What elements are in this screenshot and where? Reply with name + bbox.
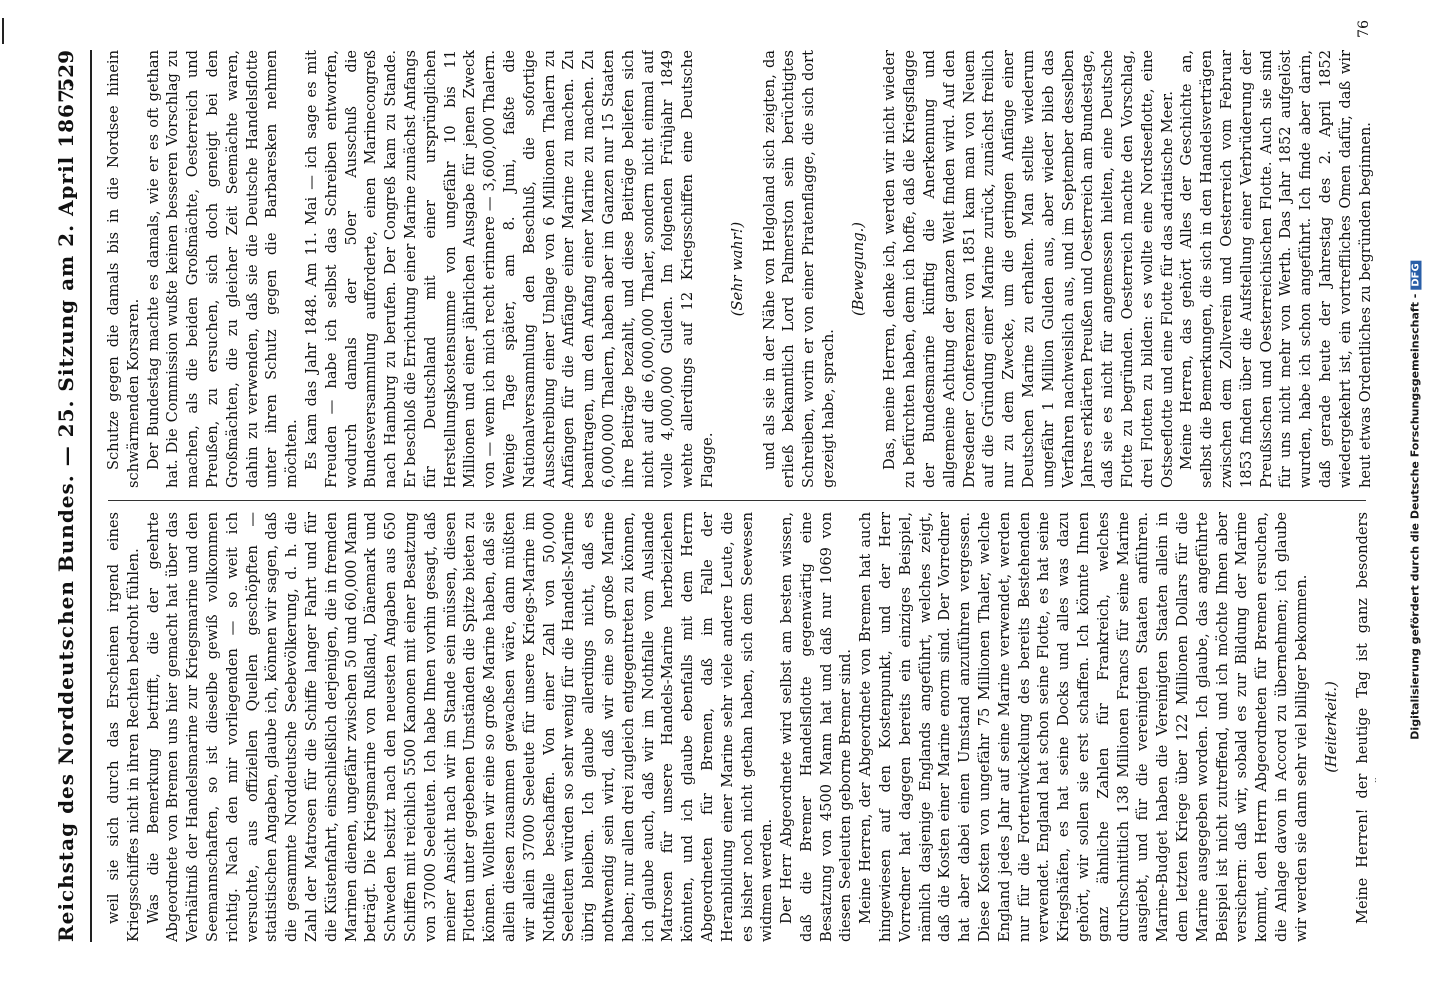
paragraph: weil sie sich durch das Erscheinen irgend eines Kriegsschiffes nicht in ihren Rechten bedroht fühlen. xyxy=(105,512,142,942)
left-column xyxy=(104,512,1376,942)
paragraph: Meine Herren, das gehört Alles der Geschichte an, selbst die Bemerkungen, die sich in den Handelsverträgen zwischen dem Zollverein und Oesterreich vom Februar 1853 finden über die Aufstellung einer Verbrüderung der Preußischen und Oesterreichischen Flotte. Auch sie sind für uns nicht mehr von Werth. Das Jahr 1852 aufgelöst wurden, habe ich schon angeführt. Ich finde aber darin, daß gerade heute der Jahrestag des 2. April 1852 wiedergekehrt ist, ein vortreffliches Omen dafür, daß wir heut etwas Ordentliches zu begründen beginnen. xyxy=(1178,50,1374,488)
paragraph: Der Herr Abgeordnete wird selbst am besten wissen, daß die Bremer Handelsflotte gegenwärtig eine Besatzung von 4500 Mann hat und daß nur 1069 von diesen Seeleuten geborne Bremer sind. xyxy=(778,512,855,942)
paragraph: Das, meine Herren, denke ich, werden wir nicht wieder zu befürchten haben, denn ich hoffe, daß die Kriegsflagge der Bundesmarine künftig die Anerkennung und allgemeine Achtung der ganzen Welt finden wird. Auf den Dresdener Conferenzen von 1851 kam man von Neuem auf die Gründung einer Marine zurück, zunächst freilich nur zu dem Zwecke, um die geringen Anfänge einer Deutschen Marine zu erhalten. Man stellte wiederum ungefähr 1 Million Gulden aus, aber wieder blieb das Verfahren nachweislich aus, und im September desselben Jahres erklärten Preußen und Oesterreich am Bundestage, daß sie es nicht für angemessen hielten, eine Deutsche Flotte zu begründen. Oesterreich machte den Vorschlag, drei Flotten zu bilden: es wollte eine Nordseeflotte, eine Ostseeflotte und eine Flotte für das adriatische Meer. xyxy=(881,50,1176,488)
credit-text: Digitalisierung gefördert durch die Deutsche Forschungsgemeinschaft - xyxy=(1408,293,1422,740)
paragraph: Meine Herren, der Abgeordnete von Bremen hat auch hingewiesen auf den Kostenpunkt, und der Herr Vorredner hat dagegen bereits ein einziges Beispiel, nämlich dasjenige Englands angeführt, welches zeigt, daß die Kosten einer Marine enorm sind. Der Vorredner hat aber dabei einen Umstand anzuführen vergessen. Diese Kosten von ungefähr 75 Millionen Thaler, welche England jedes Jahr auf seine Marine verwendet, werden nur für die Fortentwickelung des bereits Bestehenden verwendet. England hat schon seine Flotte, es hat seine Kriegshäfen, es hat seine Docks und alles was dazu gehört, wir sollen sie erst schaffen. Ich könnte Ihnen ganz ähnliche Zahlen für Frankreich, welches durchschnittlich 138 Millionen Francs für seine Marine ausgiebt, und für die vereinigten Staaten anführen. Marine-Budget haben die Vereinigten Staaten allein in dem letzten Kriege über 122 Millionen Dollars für die Marine ausgegeben worden. Ich glaube, das angeführte Beispiel ist nicht zutreffend, und ich möchte Ihnen aber versichern: daß wir, sobald es zur Bildung der Marine kommt, den Herrn Abgeordneten für Bremen ersuchen, die Anlage davon in Accord zu übernehmen; ich glaube wir werden sie dann sehr viel billiger bekommen. xyxy=(857,512,1310,942)
interjection: (Sehr wahr!) xyxy=(728,221,746,317)
interjection: (Heiterkeit.) xyxy=(1322,681,1340,773)
interjection: (Bewegung.) xyxy=(849,222,867,316)
paragraph: Meine Herren! der heutige Tag ist ganz besonders xyxy=(1354,512,1372,924)
page-number: 529 xyxy=(54,50,78,92)
credit-line xyxy=(1409,260,1422,739)
digitization-credit xyxy=(1404,0,1426,1000)
paragraph: Schutze gegen die damals bis in die Nordsee hinein schwärmenden Korsaren. xyxy=(105,50,142,488)
paragraph: und als sie in der Nähe von Helgoland sich zeigten, da erließ bekanntlich Lord Palmerston sein berüchtigtes Schreiben, worin er von einer Piratenflagge, die sich dort gezeigt habe, sprach. xyxy=(760,50,837,488)
paragraph: Der Bundestag machte es damals, wie er es oft gethan hat. Die Commission wußte keinen besseren Vorschlag zu machen, als die beiden Großmächte, Oesterreich und Preußen, zu ersuchen, sich doch geneigt bei den Großmächten, die zu gleicher Zeit Seemächte waren, dahin zu verwenden, daß sie die Deutsche Handelsflotte unter ihren Schutz gegen die Barbaresken nehmen möchten. xyxy=(144,50,301,488)
right-column xyxy=(104,50,1376,488)
paragraph xyxy=(1375,50,1376,488)
paragraph: Es kam das Jahr 1848. Am 11. Mai — ich sage es mit Freuden — habe ich selbst das Schreiben entworfen, wodurch damals der 50er Ausschuß die Bundesversammlung aufforderte, einen Marinecongreß nach Hamburg zu berufen. Der Congreß kam zu Stande. Er beschloß die Errichtung einer Marine zunächst Anfangs für Deutschland mit einer ursprünglichen Herstellungskostensumme von ungefähr 10 bis 11 Millionen und einer jährlichen Ausgabe für jenen Zweck von — wenn ich mich recht erinnere — 3,600,000 Thalern. Wenige Tage später, am 8. Juni, faßte die Nationalversammlung den Beschluß, die sofortige Ausschreibung einer Umlage von 6 Millionen Thalern zu Anfängen für die Anfänge einer Marine zu machen. Zu beantragen, um den Anfang einer Marine zu machen. Zu 6,000,000 Thalern, haben aber im Ganzen nur 15 Staaten ihre Beiträge bezahlt, und diese Beiträge beliefen sich nicht auf die 6,000,000 Thaler, sondern nicht einmal auf volle 4,000,000 Gulden. Im folgenden Frühjahr 1849 wehte allerdings auf 12 Kriegsschiffen eine Deutsche Flagge. xyxy=(302,50,716,488)
document-page xyxy=(16,10,1416,990)
column-divider xyxy=(108,500,1366,501)
page-edge-mark xyxy=(2,18,4,44)
running-head: Reichstag des Norddeutschen Bundes. — 25. Sitzung am 2. April 1867. xyxy=(54,80,78,942)
dfg-logo: DFG xyxy=(1411,260,1422,289)
page-header xyxy=(50,50,92,942)
signature-marker: 76 xyxy=(1356,20,1372,38)
paragraph: Was die Bemerkung betrifft, die der geehrte Abgeordnete von Bremen uns hier gemacht hat über das Verhältniß der Handelsmarine zur Kriegsmarine und den Seemannschaften, so ist dieselbe gewiß vollkommen richtig. Nach den mir vorliegenden — so weit ich versuchte, aus offiziellen Quellen geschöpften — statistischen Angaben, glaube ich, können wir sagen, daß die gesammte Norddeutsche Seebevölkerung, d. h. die Zahl der Matrosen für die Schiffe langer Fahrt und für die Küstenfahrt, einschließlich derjenigen, die in fremden Marinen dienen, ungefähr zwischen 50 und 60,000 Mann beträgt. Die Kriegsmarine von Rußland, Dänemark und Schweden besitzt nach den neuesten Angaben aus 650 Schiffen mit reichlich 5500 Kanonen mit einer Besatzung von 37000 Seeleuten. Ich habe Ihnen vorhin gesagt, daß meiner Ansicht nach wir im Stande sein müssen, diesen Flotten unter gegebenen Umständen die Spitze bieten zu können. Wollten wir eine so große Marine haben, daß sie allein diesen zusammen gewachsen wäre, dann müßten wir allein 37000 Seeleute für unsere Kriegs-Marine im Nothfalle beschaffen. Von einer Zahl von 50,000 Seeleuten würden so sehr wenig für die Handels-Marine übrig bleiben. Ich glaube allerdings nicht, daß es nothwendig sein wird, daß wir eine so große Marine haben; nur allen drei zugleich entgegentreten zu können, ich glaube auch, daß wir im Nothfalle vom Auslande Matrosen für unsere Handels-Marine herbeiziehen könnten, und ich glaube ebenfalls mit dem Herrn Abgeordneten für Bremen, daß im Falle der Heranbildung einer Marine sehr viele andere Leute, die es bisher noch nicht gethan haben, sich dem Seewesen widmen werden. xyxy=(144,512,776,942)
